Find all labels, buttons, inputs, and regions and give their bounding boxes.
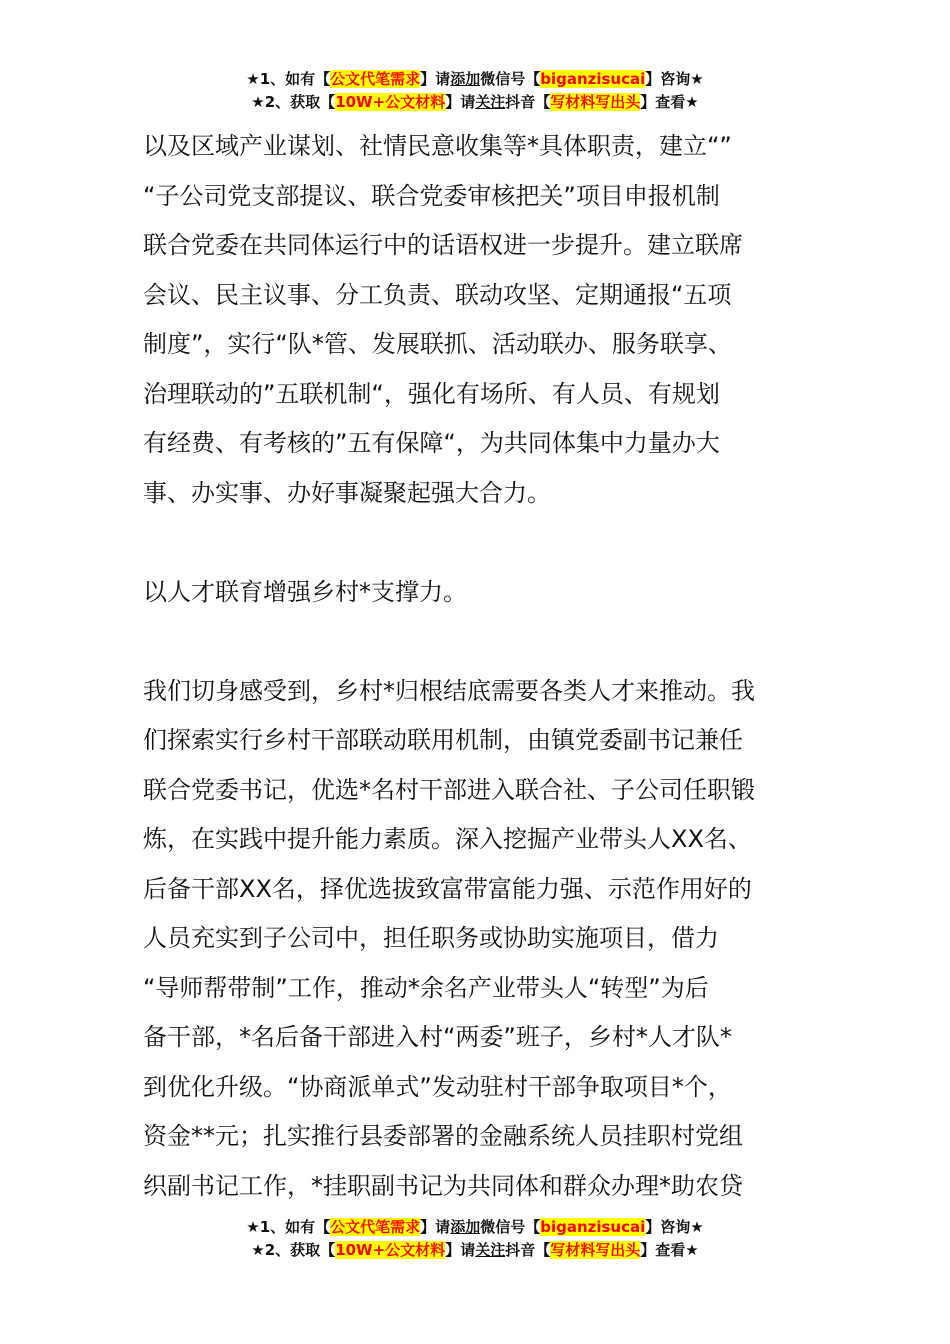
banner-text: 】咨询★ (645, 1218, 704, 1236)
body-text-line: 织副书记工作，*挂职副书记为共同体和群众办理*助农贷 (143, 1171, 743, 1200)
banner-highlight: 公文代笔需求 (330, 1218, 421, 1236)
body-text-line: 们探索实行乡村干部联动联用机制，由镇党委副书记兼任 (143, 726, 743, 754)
banner-highlight: biganzisucai (540, 1218, 646, 1236)
body-text-line: 人员充实到子公司中，担任职务或协助实施项目，借力 (143, 924, 719, 952)
body-text-line: 会议、民主议事、分工负责、联动攻坚、定期通报“五项 (143, 280, 732, 309)
body-text-line: 资金**元；扎实推行县委部署的金融系统人员挂职村党组 (143, 1122, 743, 1150)
banner-text: 】咨询★ (645, 70, 704, 88)
banner-highlight: 写材料写出头 (550, 93, 641, 111)
banner-text: ★1、如有【 (246, 70, 331, 88)
body-text-line: 备干部，*名后备干部进入村“两委”班子，乡村*人才队* (143, 1023, 732, 1051)
banner-highlight: 写材料写出头 (550, 1241, 641, 1259)
banner-text: ★2、获取【 (251, 93, 336, 111)
banner-highlight: 10W+公文材料 (335, 1241, 446, 1259)
banner-underlined-text: 关注 (475, 93, 506, 111)
banner-text: 】请 (445, 93, 476, 111)
header-banner-line-2 (0, 91, 950, 114)
body-text-line: 以及区域产业谋划、社情民意收集等*具体职责，建立“” (143, 132, 732, 160)
body-text-line: “导师帮带制”工作，推动*余名产业带头人“转型”为后 (143, 973, 709, 1002)
body-text-line: 联合党委在共同体运行中的话语权进一步提升。建立联席 (143, 231, 743, 259)
header-banner (0, 68, 950, 114)
body-text-line: 到优化升级。“协商派单式”发动驻村干部争取项目*个， (143, 1072, 732, 1101)
banner-text: 】查看★ (640, 93, 699, 111)
body-text-line: 事、办实事、办好事凝聚起强大合力。 (143, 478, 551, 507)
footer-banner-line-2 (0, 1239, 950, 1262)
header-banner-line-1 (0, 68, 950, 91)
banner-text: 】请 (445, 1241, 476, 1259)
body-text-line: 以人才联育增强乡村*支撑力。 (143, 577, 467, 606)
banner-highlight: 公文代笔需求 (330, 70, 421, 88)
footer-banner (0, 1216, 950, 1262)
footer-banner-line-1 (0, 1216, 950, 1239)
banner-text: ★2、获取【 (251, 1241, 336, 1259)
banner-text: 】请 (420, 70, 451, 88)
banner-underlined-text: 添加 (450, 1218, 481, 1236)
banner-text: 抖音【 (505, 1241, 551, 1259)
banner-text: 】请 (420, 1218, 451, 1236)
banner-text: 微信号【 (480, 1218, 541, 1236)
body-text-line: 有经费、有考核的”五有保障“，为共同体集中力量办大 (143, 429, 720, 457)
body-text-line: 制度”，实行“队*管、发展联抓、活动联办、服务联享、 (143, 330, 732, 358)
document-body (143, 122, 807, 1211)
body-text-line: 炼，在实践中提升能力素质。深入挖掘产业带头人XX名、 (143, 825, 752, 853)
blank-line (143, 518, 807, 568)
banner-text: 微信号【 (480, 70, 541, 88)
body-text-line: 后备干部XX名，择优选拔致富带富能力强、示范作用好的 (143, 874, 752, 903)
banner-underlined-text: 添加 (450, 70, 481, 88)
body-text-line: 联合党委书记，优选*名村干部进入联合社、子公司任职锻 (143, 775, 755, 804)
banner-text: ★1、如有【 (246, 1218, 331, 1236)
body-text-line: “子公司党支部提议、联合党委审核把关”项目申报机制 (143, 181, 720, 210)
banner-highlight: biganzisucai (540, 70, 646, 88)
banner-text: 】查看★ (640, 1241, 699, 1259)
banner-underlined-text: 关注 (475, 1241, 506, 1259)
blank-line (143, 617, 807, 667)
banner-highlight: 10W+公文材料 (335, 93, 446, 111)
body-text-line: 治理联动的”五联机制“，强化有场所、有人员、有规划 (143, 379, 720, 408)
banner-text: 抖音【 (505, 93, 551, 111)
body-text-line: 我们切身感受到，乡村*归根结底需要各类人才来推动。我 (143, 676, 755, 705)
